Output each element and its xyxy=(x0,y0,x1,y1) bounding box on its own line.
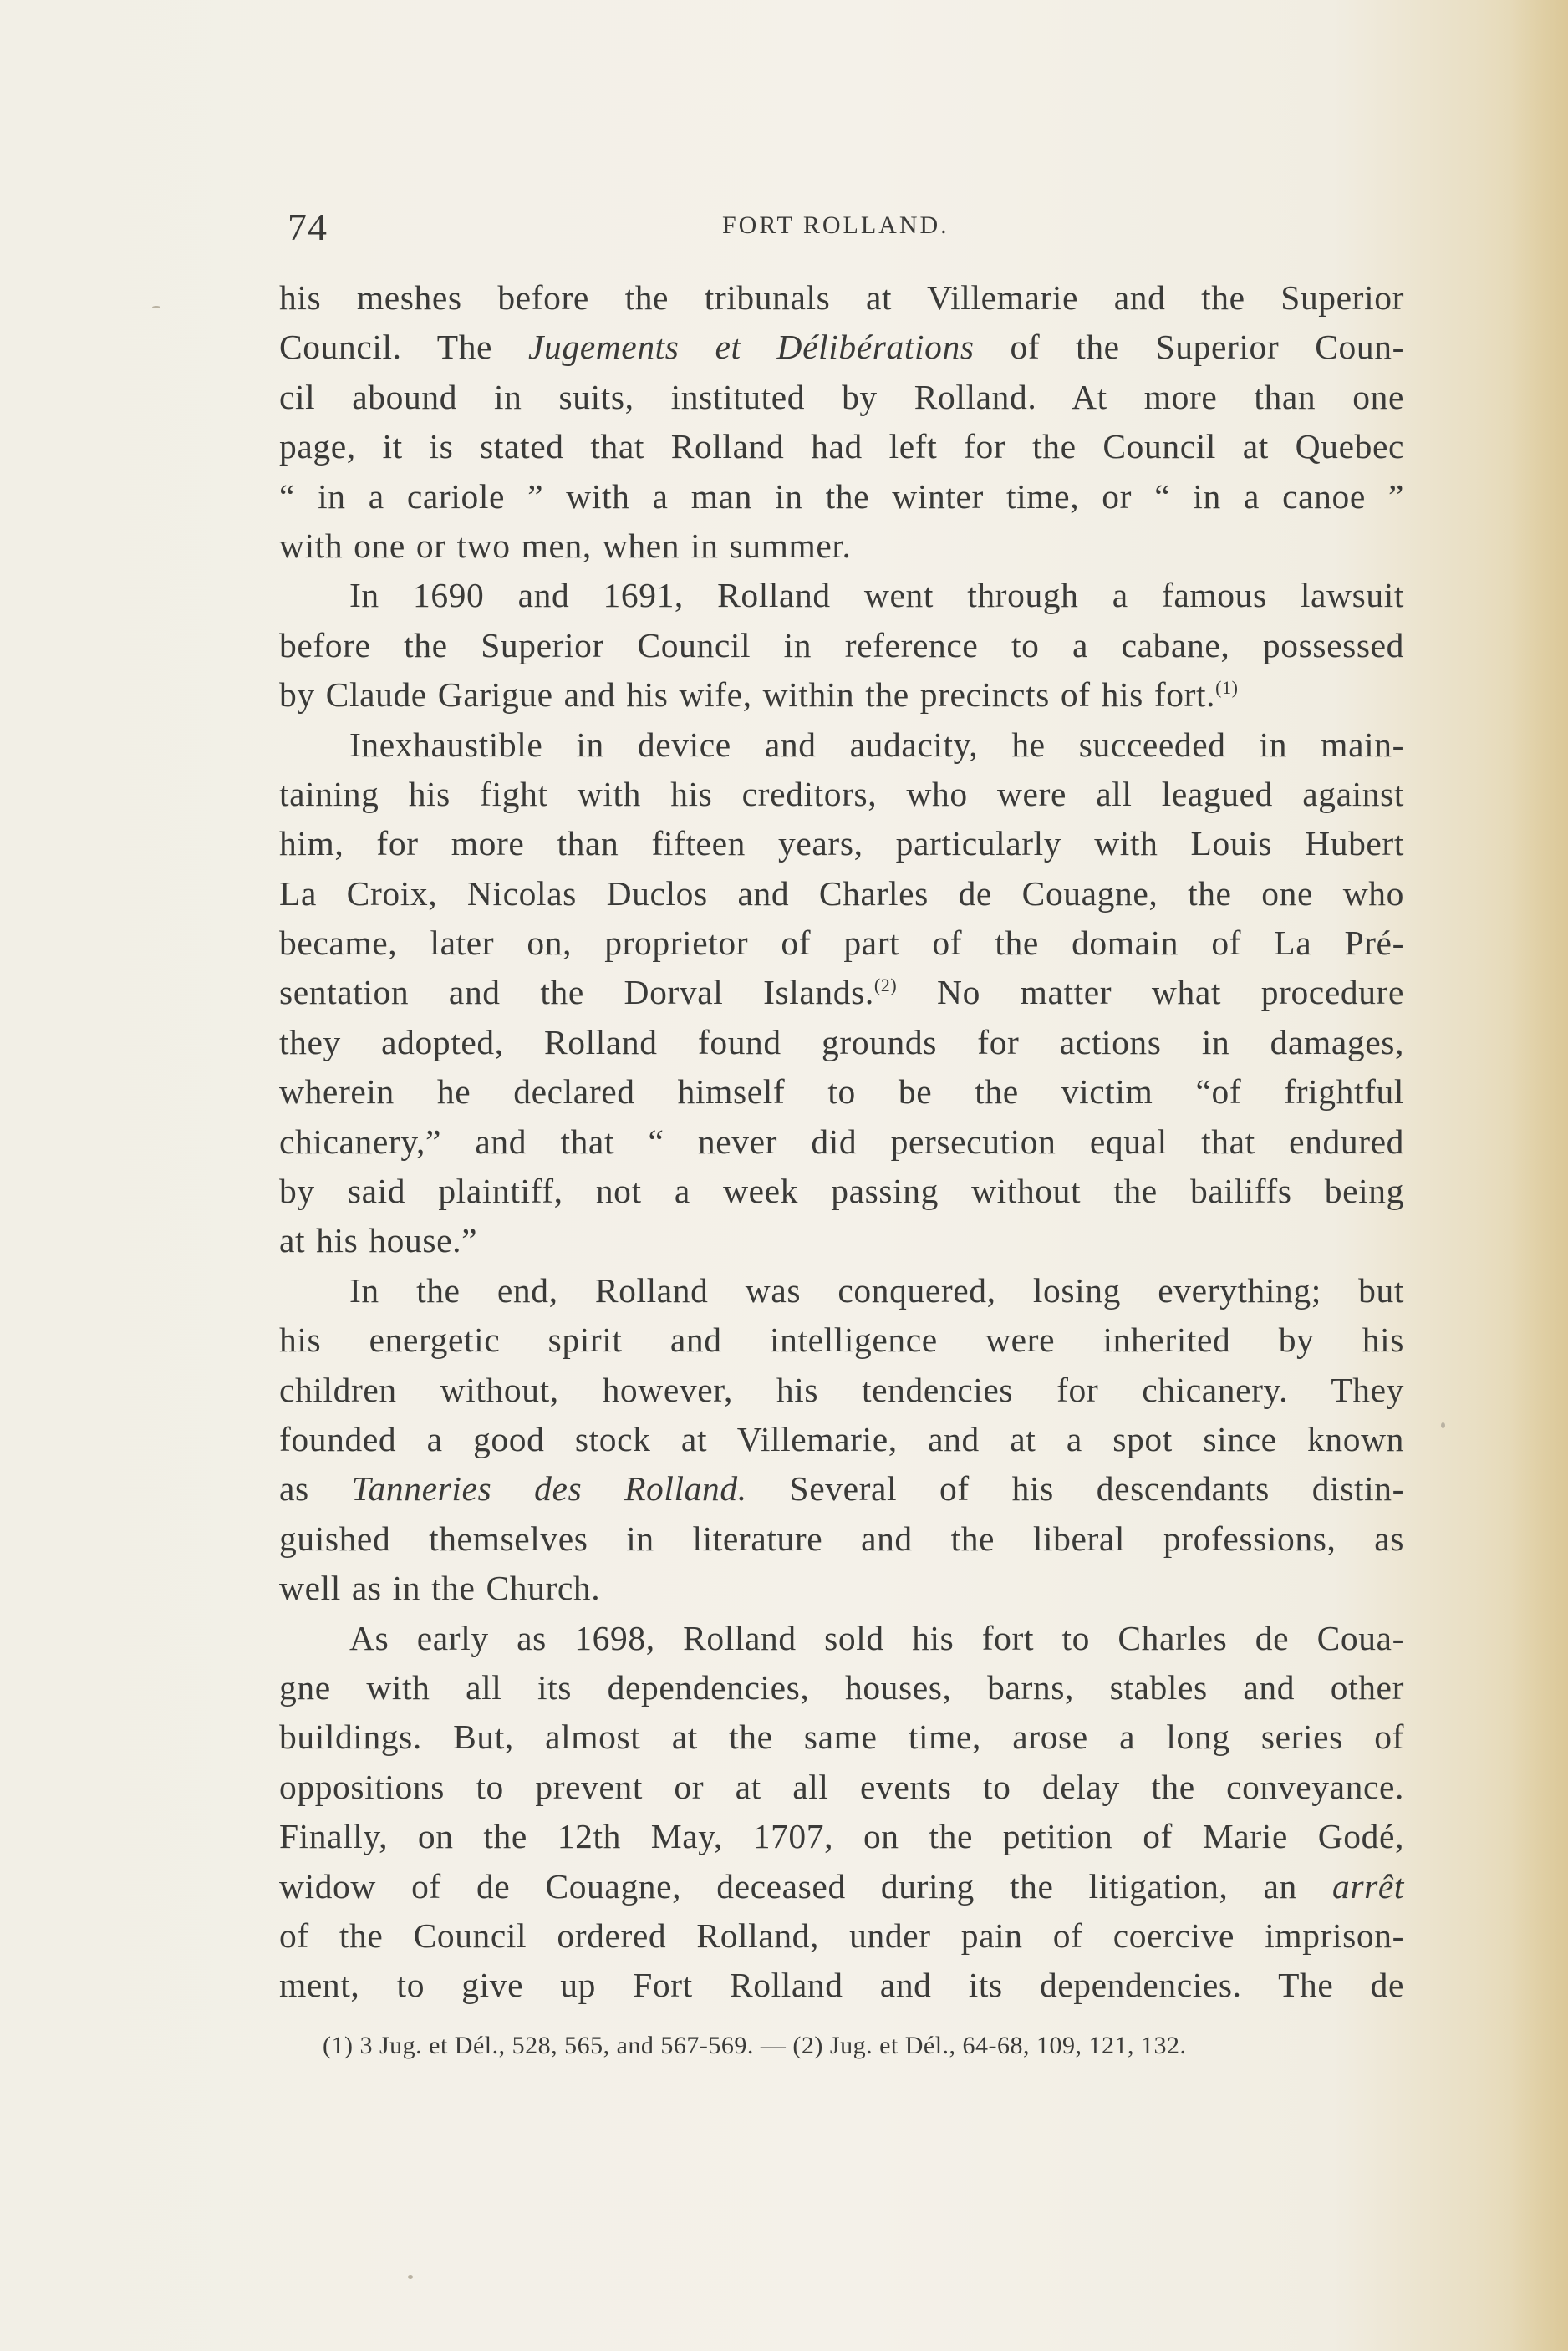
text-line: ment, to give up Fort Rolland and its dependencies. The de xyxy=(279,1966,1404,2005)
text-line: by said plaintiff, not a week passing without the bailiffs being xyxy=(279,1172,1404,1211)
text-line: In the end, Rolland was conquered, losing everything; but xyxy=(349,1270,1404,1310)
text-line: sentation and the Dorval Islands.$^{(2)}$ No matter what procedure xyxy=(279,973,1404,1012)
footnote: (1) 3 Jug. et Dél., 528, 565, and 567-569. — (2) Jug. et Dél., 64-68, 109, 121, 132. xyxy=(323,2032,1187,2059)
text-line: buildings. But, almost at the same time, arose a long series of xyxy=(279,1717,1404,1757)
text-line: gne with all its dependencies, houses, barns, stables and other xyxy=(279,1667,1404,1707)
text-line: him, for more than fifteen years, particularly with Louis Hubert xyxy=(279,824,1404,863)
page-header xyxy=(288,205,1404,255)
paper-speck xyxy=(152,306,160,308)
paper-speck xyxy=(408,2275,413,2279)
text-line: La Croix, Nicolas Duclos and Charles de Couagne, the one who xyxy=(279,873,1404,913)
italic-term: arrêt xyxy=(1332,1866,1405,1906)
paper-speck xyxy=(1441,1422,1445,1428)
text-line: founded a good stock at Villemarie, and at a spot since known xyxy=(279,1419,1404,1458)
text-line: Finally, on the 12th May, 1707, on the petition of Marie Godé, xyxy=(279,1817,1404,1856)
running-head: FORT ROLLAND. xyxy=(722,211,949,239)
footnote-ref-1: (1) xyxy=(1215,677,1239,699)
text-line: became, later on, proprietor of part of the domain of La Pré- xyxy=(279,924,1404,963)
text-line: chicanery,” and that “ never did persecution equal that endured xyxy=(279,1122,1404,1161)
text-line: before the Superior Council in reference to a cabane, possessed xyxy=(279,625,1404,664)
text-line: at his house.” xyxy=(279,1221,478,1260)
text-line: cil abound in suits, instituted by Rolland. At more than one xyxy=(279,377,1404,416)
page-edge-shadow xyxy=(1509,0,1568,2351)
text-line: taining his fight with his creditors, who were all leagued against xyxy=(279,774,1404,813)
footnote-ref-2: (2) xyxy=(873,974,898,996)
text-line: “ in a cariole ” with a man in the winter time, or “ in a canoe ” xyxy=(279,476,1404,516)
text-line: his meshes before the tribunals at Villemarie and the Superior xyxy=(279,278,1404,317)
text-line: guished themselves in literature and the liberal professions, as xyxy=(279,1519,1404,1558)
text-line: Inexhaustible in device and audacity, he succeeded in main- xyxy=(349,725,1404,764)
text-line: they adopted, Rolland found grounds for actions in damages, xyxy=(279,1022,1404,1061)
text-line: In 1690 and 1691, Rolland went through a famous lawsuit xyxy=(349,576,1404,615)
text-line: oppositions to prevent or at all events to delay the conveyance. xyxy=(279,1767,1404,1806)
body-text xyxy=(279,273,1404,2011)
text-line: his energetic spirit and intelligence were inherited by his xyxy=(279,1321,1404,1360)
text-line: as Tanneries des Rolland. Several of his descendants distin- xyxy=(279,1469,1405,1509)
page-number: 74 xyxy=(288,206,328,248)
text-line: children without, however, his tendencies for chicanery. They xyxy=(279,1370,1404,1409)
text-line: wherein he declared himself to be the victim “of frightful xyxy=(279,1072,1404,1112)
text-line: well as in the Church. xyxy=(279,1569,601,1608)
text-line: page, it is stated that Rolland had left for the Council at Quebec xyxy=(279,427,1404,466)
text-line: Council. The Jugements et Délibérations of the Superior Coun- xyxy=(279,328,1404,367)
italic-title: Jugements et Délibérations xyxy=(528,328,975,367)
text-line: by Claude Garigue and his wife, within the precincts of his fort.$^{(1)}$ xyxy=(279,675,1239,715)
text-line: of the Council ordered Rolland, under pain of coercive imprison- xyxy=(279,1916,1404,1955)
text-line: widow of de Couagne, deceased during the litigation, an arrêt xyxy=(279,1866,1405,1906)
text-line: with one or two men, when in summer. xyxy=(279,526,852,565)
italic-place-name: Tanneries des Rolland. xyxy=(351,1469,747,1509)
text-line: As early as 1698, Rolland sold his fort to Charles de Coua- xyxy=(349,1618,1404,1657)
